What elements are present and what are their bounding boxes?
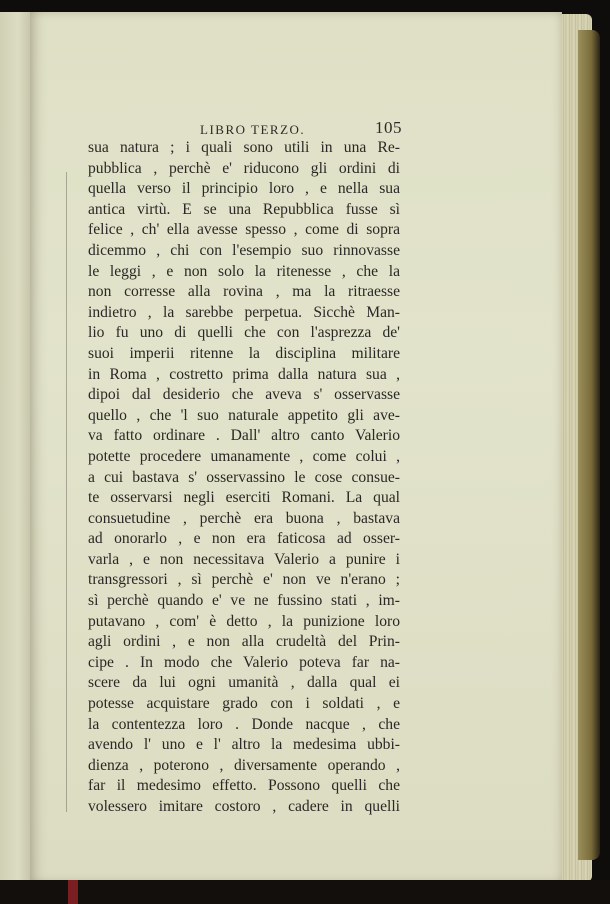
- text-line: in Roma , costretto prima dalla natura sua ,: [88, 365, 400, 383]
- text-line: te osservarsi negli eserciti Romani. La qual: [88, 489, 400, 507]
- text-line: indietro , la sarebbe perpetua. Sicchè Man-: [88, 303, 400, 321]
- text-line: ad onorarlo , e non era faticosa ad osser-: [88, 530, 400, 548]
- text-line: varla , e non necessitava Valerio a punire i: [88, 550, 400, 568]
- gutter-shadow: [66, 172, 67, 812]
- text-line: scere da lui ogni umanità , dalla qual ei: [88, 674, 400, 692]
- text-line: putavano , com' è detto , la punizione loro: [88, 612, 400, 630]
- text-line: antica virtù. E se una Repubblica fusse sì: [88, 200, 400, 218]
- text-line: va fatto ordinare . Dall' altro canto Valerio: [88, 427, 400, 445]
- text-line: la contentezza loro . Donde nacque , che: [88, 715, 400, 733]
- text-line: sì perchè quando e' ve ne fussino stati , im-: [88, 592, 400, 610]
- text-line: quella verso il principio loro , e nella sua: [88, 180, 400, 198]
- text-line: far il medesimo effetto. Possono quelli che: [88, 777, 400, 795]
- text-line: potette procedere umanamente , come colui ,: [88, 447, 400, 465]
- text-line: potesse acquistare grado con i soldati , e: [88, 695, 400, 713]
- bookmark-ribbon: [68, 880, 78, 904]
- text-line: avendo l' uno e l' altro la medesima ubbi-: [88, 736, 400, 754]
- text-line: dipoi dal desiderio che aveva s' osservasse: [88, 386, 400, 404]
- body-text: [88, 138, 400, 818]
- text-line: pubblica , perchè e' riducono gli ordini di: [88, 159, 400, 177]
- text-line: lio fu uno di quelli che con l'asprezza de': [88, 324, 400, 342]
- text-line: sua natura ; i quali sono utili in una Re-: [88, 139, 400, 156]
- running-head: LIBRO TERZO.: [200, 122, 306, 137]
- bottom-shadow: [0, 880, 610, 904]
- text-line: transgressori , sì perchè e' non ve n'erano ;: [88, 571, 400, 589]
- text-line: consuetudine , perchè era buona , bastava: [88, 509, 400, 527]
- text-line: agli ordini , e non alla crudeltà del Prin-: [88, 633, 400, 651]
- text-line: quello , che 'l suo naturale appetito gli ave-: [88, 406, 400, 424]
- text-line: dienza , poterono , diversamente operando ,: [88, 756, 400, 774]
- text-line: volessero imitare costoro , cadere in quelli: [88, 798, 400, 815]
- text-line: suoi imperii ritenne la disciplina militare: [88, 344, 400, 362]
- book-cover-edge: [578, 30, 600, 860]
- text-line: dicemmo , chi con l'esempio suo rinnovasse: [88, 241, 400, 259]
- page-number: 105: [375, 118, 402, 137]
- text-line: felice , ch' ella avesse spesso , come di sopra: [88, 221, 400, 239]
- text-line: a cui bastava s' osservassino le cose consue-: [88, 468, 400, 486]
- text-line: cipe . In modo che Valerio poteva far na-: [88, 653, 400, 671]
- page-header: [170, 118, 402, 140]
- text-line: non corresse alla rovina , ma la ritraesse: [88, 283, 400, 301]
- text-line: le leggi , e non solo la ritenesse , che la: [88, 262, 400, 280]
- left-page-edge: [0, 12, 31, 880]
